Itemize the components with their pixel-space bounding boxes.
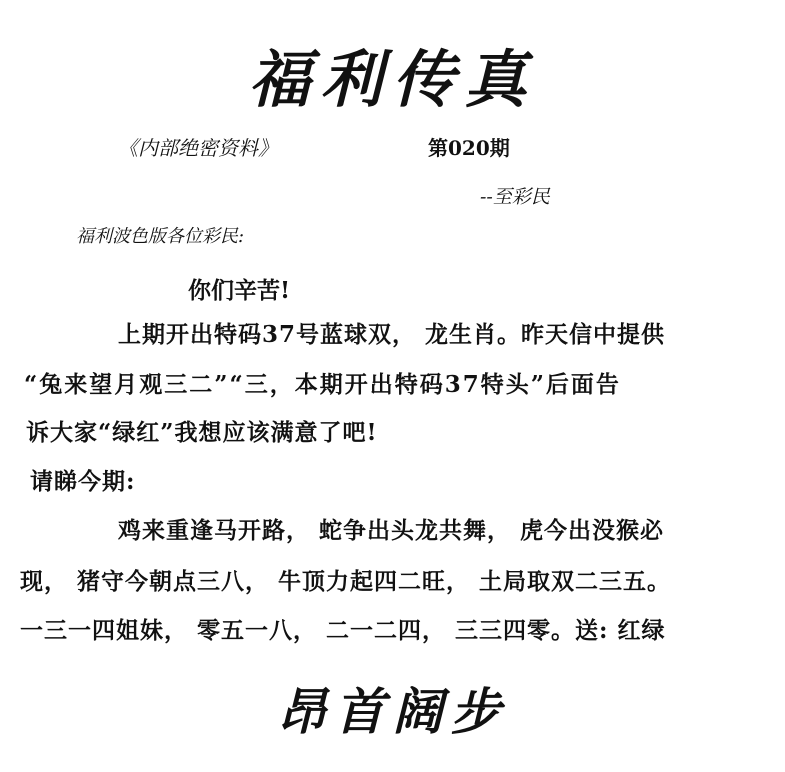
poem-line-2: 现， 猪守今朝点三八， 牛顶力起四二旺， 土局取双二三五。 bbox=[20, 568, 672, 595]
issue-number: 第020期 bbox=[428, 136, 510, 160]
body-line-1: 上期开出特码37号蓝球双， 龙生肖。昨天信中提供 bbox=[118, 321, 666, 348]
body-line-4: 请睇今期: bbox=[30, 468, 136, 495]
body-line-2: “兔来望月观三二”“三，本期开出特码37特头”后面告 bbox=[24, 371, 621, 398]
poem-line-1: 鸡来重逢马开路， 蛇争出头龙共舞， 虎今出没猴必 bbox=[118, 517, 665, 544]
recipient-line: --至彩民 bbox=[480, 186, 550, 208]
poem-line-3: 一三一四姐妹， 零五一八， 二一二四， 三三四零。送: 红绿 bbox=[20, 617, 666, 644]
closing-phrase: 昂首阔步 bbox=[276, 682, 509, 741]
body-line-3: 诉大家“绿红”我想应该满意了吧! bbox=[26, 419, 378, 446]
salutation: 福利波色版各位彩民: bbox=[76, 226, 245, 247]
document-title: 福利传真 bbox=[248, 43, 537, 116]
greeting: 你们辛苦! bbox=[188, 277, 291, 304]
confidential-label: 《内部绝密资料》 bbox=[118, 136, 278, 160]
